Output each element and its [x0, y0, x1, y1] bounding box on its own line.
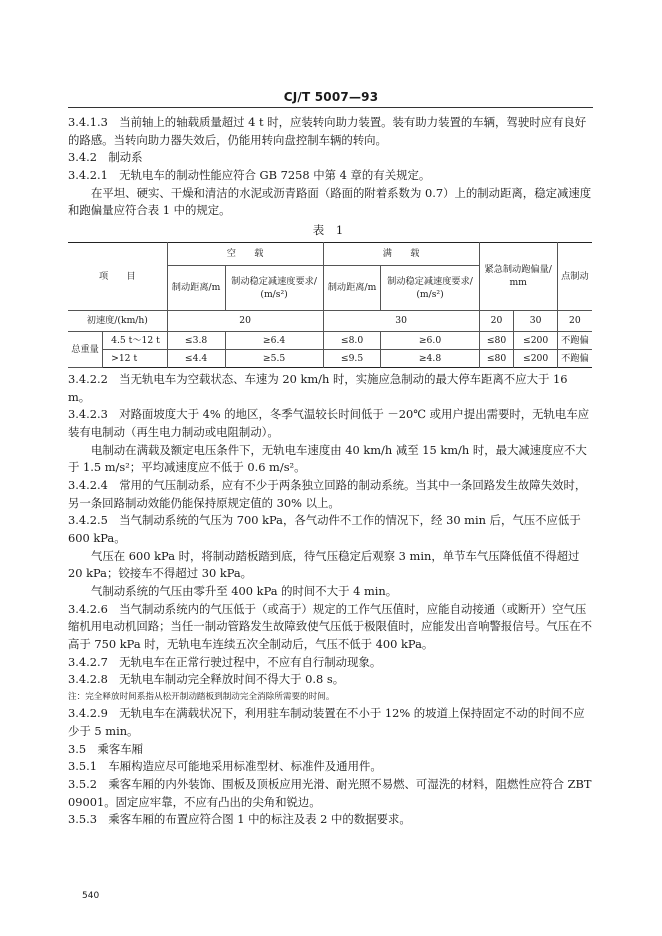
cell: ≤8.0 — [323, 331, 381, 349]
electric-braking-paragraph: 电制动在满载及额定电压条件下，无轨电车速度由 40 km/h 减至 15 km/h 时，最大减速度应不大于 1.5 m/s²；平均减速度应不低于 0.6 m/s²。 — [68, 442, 587, 475]
col-item-header: 项 目 — [68, 242, 167, 310]
release-time-note: 注：完全释放时间系指从松开制动踏板到制动完全消除所需要的时间。 — [68, 691, 335, 702]
cell: 不跑偏 — [557, 349, 592, 367]
cell: ≥4.8 — [381, 349, 479, 367]
pressure-rise-paragraph: 气制动系统的气压由零升至 400 kPa 的时间不大于 4 min。 — [91, 583, 398, 598]
cell: ≤200 — [514, 349, 557, 367]
pressure-drop-paragraph: 气压在 600 kPa 时，将制动踏板踏到底，待气压稳定后观察 3 min，单节车气压降低值不得超过 20 kPa；铰接车不得超过 30 kPa。 — [68, 548, 580, 581]
row-speed-label: 初速度/(km/h) — [68, 310, 167, 331]
header-divider — [68, 107, 593, 108]
total-weight-label: 总重量 — [68, 331, 103, 367]
col-empty-distance: 制动距离/m — [167, 265, 225, 310]
clause-3-5: 3.5 乘客车厢 — [68, 741, 144, 756]
clause-3-4-2-3: 3.4.2.3 对路面坡度大于 4% 的地区，冬季气温较长时间低于 －20℃ 或用户提出需要时，无轨电车应装有电制动（再生电力制动或电阻制动）。 — [68, 407, 590, 439]
clause-3-4-2-8: 3.4.2.8 无轨电车制动完全释放时间不得大于 0.8 s。 — [68, 672, 345, 687]
cell: ≤4.4 — [167, 349, 225, 367]
document-body — [68, 114, 592, 829]
clause-3-4-2-5: 3.4.2.5 当气制动系统的气压为 700 kPa，各气动件不工作的情况下，经 30 min 后，气压不应低于 600 kPa。 — [68, 513, 581, 545]
col-empty-decel: 制动稳定减速度要求/ (m/s²) — [225, 265, 323, 310]
page-number: 540 — [82, 891, 100, 901]
clause-3-4-2-7: 3.4.2.7 无轨电车在正常行驶过程中，不应有自行制动现象。 — [68, 654, 382, 669]
weight-range: >12 t — [103, 349, 168, 367]
group-empty-header: 空 载 — [167, 242, 323, 265]
speed-full: 30 — [323, 310, 479, 331]
cell: ≤9.5 — [323, 349, 381, 367]
clause-3-4-1-3: 3.4.1.3 当前轴上的轴载质量超过 4 t 时，应装转向助力装置。装有助力装置的车辆，驾驶时应有良好的路感。当转向助力器失效后，仍能用转向盘控制车辆的转向。 — [68, 115, 587, 147]
table-row — [68, 349, 592, 367]
braking-intro-paragraph: 在平坦、硬实、干燥和清洁的水泥或沥青路面（路面的附着系数为 0.7）上的制动距离，稳定减速度和跑偏量应符合表 1 中的规定。 — [68, 185, 592, 218]
speed-point: 20 — [557, 310, 592, 331]
col-deviation-header: 紧急制动跑偏量/ mm — [479, 242, 557, 310]
table-row — [68, 331, 592, 349]
cell: ≤80 — [479, 331, 514, 349]
col-full-decel: 制动稳定减速度要求/ (m/s²) — [381, 265, 479, 310]
clause-3-4-2-1: 3.4.2.1 无轨电车的制动性能应符合 GB 7258 中第 4 章的有关规定。 — [68, 168, 431, 183]
cell: ≤200 — [514, 331, 557, 349]
clause-3-4-2-6: 3.4.2.6 当气制动系统内的气压低于（或高于）规定的工作气压值时，应能自动接通（或断开）空气压缩机用电动机回路；当任一制动管路发生故障致使气压低于极限值时，应能发出音响警报信号。气压在不高于 750 kPa 时，无轨电车连续五次全制动后，气压不低于 400 kPa。 — [68, 601, 592, 651]
cell: ≥6.4 — [225, 331, 323, 349]
speed-empty: 20 — [167, 310, 323, 331]
cell: ≥5.5 — [225, 349, 323, 367]
clause-3-5-3: 3.5.3 乘客车厢的布置应符合图 1 中的标注及表 2 中的数据要求。 — [68, 812, 411, 827]
braking-performance-table — [68, 242, 592, 368]
page-header: CJ/T 5007—93 — [283, 90, 379, 104]
cell: 不跑偏 — [557, 331, 592, 349]
speed-deviation-1: 20 — [479, 310, 514, 331]
clause-3-5-1: 3.5.1 车厢构造应尽可能地采用标准型材、标准件及通用件。 — [68, 759, 382, 774]
speed-deviation-2: 30 — [514, 310, 557, 331]
clause-3-4-2-4: 3.4.2.4 常用的气压制动系，应有不少于两条独立回路的制动系统。当其中一条回路发生故障失效时，另一条回路制动效能仍能保持原规定值的 30% 以上。 — [68, 477, 587, 510]
clause-3-4-2-9: 3.4.2.9 无轨电车在满载状况下，利用驻车制动装置在不小于 12% 的坡道上保持固定不动的时间不应少于 5 min。 — [68, 706, 585, 738]
weight-range: 4.5 t～12 t — [103, 331, 168, 349]
col-full-distance: 制动距离/m — [323, 265, 381, 310]
cell: ≥6.0 — [381, 331, 479, 349]
clause-3-4-2: 3.4.2 制动系 — [68, 150, 143, 165]
col-point-header: 点制动 — [557, 242, 592, 310]
group-full-header: 满 载 — [323, 242, 479, 265]
cell: ≤80 — [479, 349, 514, 367]
table-title: 表 1 — [312, 223, 348, 238]
cell: ≤3.8 — [167, 331, 225, 349]
clause-3-4-2-2: 3.4.2.2 当无轨电车为空载状态、车速为 20 km/h 时，实施应急制动的最大停车距离不应大于 16 m。 — [68, 371, 568, 404]
clause-3-5-2: 3.5.2 乘客车厢的内外装饰、围板及顶板应用光滑、耐光照不易燃、可湿洗的材料，阻燃性应符合 ZBT 09001。固定应牢靠，不应有凸出的尖角和锐边。 — [68, 776, 592, 809]
